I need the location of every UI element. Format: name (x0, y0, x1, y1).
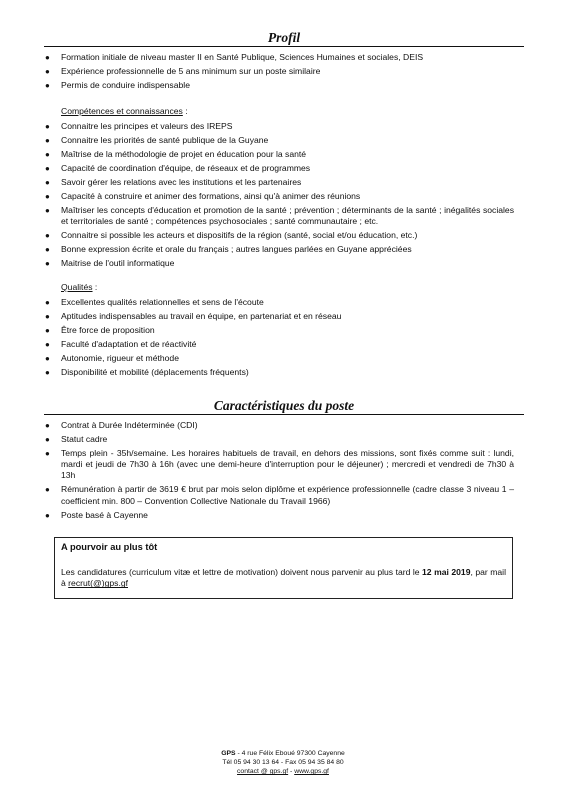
bullet-icon: ● (45, 368, 50, 377)
bullet-icon: ● (45, 231, 50, 241)
list-item (44, 367, 514, 378)
qualites-list (44, 297, 514, 381)
bullet-icon: ● (45, 53, 50, 62)
bullet-icon: ● (45, 326, 50, 335)
list-item (44, 510, 514, 521)
list-item (44, 163, 514, 174)
list-item-text: Connaitre si possible les acteurs et dispositifs de la région (santé, social et/ou éducation, etc.) (61, 230, 418, 241)
caracteristiques-list (44, 420, 514, 524)
list-item-text: Poste basé à Cayenne (61, 509, 148, 520)
list-item (44, 325, 514, 336)
list-item (44, 484, 514, 506)
list-item-text: Excellentes qualités relationnelles et sens de l'écoute (61, 297, 264, 307)
bullet-icon: ● (45, 485, 50, 495)
list-item-text: Maîtrise de la méthodologie de projet en éducation pour la santé (61, 149, 307, 159)
list-item-text: Connaitre les principes et valeurs des IREPS (61, 121, 233, 131)
deadline-date: 12 mai 2019 (422, 567, 471, 577)
list-item (44, 121, 514, 132)
list-item-text: Permis de conduire indispensable (61, 80, 190, 90)
list-item-text: Faculté d'adaptation et de réactivité (61, 339, 197, 349)
list-item (44, 244, 514, 255)
callout-text: Les candidatures (curriculum vitæ et lettre de motivation) doivent nous parvenir au plus tard le 12 mai 2019, par mail à recrut(@)gps.gf (61, 567, 507, 589)
list-item (44, 135, 514, 146)
footer-website-link[interactable]: www.gps.gf (294, 768, 329, 775)
list-item-text: Contrat à Durée Indéterminée (CDI) (61, 420, 198, 430)
list-item (44, 420, 514, 431)
list-item (44, 177, 514, 188)
caracteristiques-title: Caractéristiques du poste (44, 398, 524, 415)
footer-phone: Tél 05 94 30 13 64 - Fax 05 94 35 84 80 (222, 759, 344, 766)
bullet-icon: ● (45, 449, 50, 458)
list-item-text: Autonomie, rigueur et méthode (61, 353, 179, 363)
bullet-icon: ● (45, 67, 50, 76)
list-item (44, 339, 514, 350)
list-item (44, 230, 514, 241)
bullet-icon: ● (45, 435, 50, 444)
qualites-heading: Qualités : (61, 282, 98, 292)
list-item-text: Être force de proposition (61, 325, 155, 335)
list-item (44, 434, 514, 445)
bullet-icon: ● (45, 312, 50, 321)
bullet-icon: ● (45, 259, 50, 269)
list-item (44, 52, 514, 63)
list-item-text: Temps plein - 35h/semaine. Les horaires habituels de travail, en dehors des missions, sont fixés comme suit : lundi, mardi et jeudi de 7h30 à 16h (avec une demi-heure d'interruption pour le déjeuner) ; mercredi et vendredi de 7h30 à 13h (61, 448, 514, 481)
profil-title: Profil (44, 30, 524, 47)
bullet-icon: ● (45, 136, 50, 145)
list-item-text: Maitrise de l'outil informatique (61, 258, 175, 269)
bullet-icon: ● (45, 150, 50, 159)
bullet-icon: ● (45, 164, 50, 173)
profil-bullet-list (44, 52, 514, 94)
list-item-text: Maîtriser les concepts d'éducation et promotion de la santé ; prévention ; déterminants de la santé ; inégalités sociales et territoriales de santé ; compétences psychosociales ; santé communautaire ; etc. (61, 205, 514, 227)
list-item (44, 205, 514, 227)
bullet-icon: ● (45, 298, 50, 307)
bullet-icon: ● (45, 510, 50, 520)
list-item-text: Capacité à construire et animer des formations, ainsi qu'à animer des réunions (61, 191, 361, 201)
list-item (44, 191, 514, 202)
footer-email-link[interactable]: contact @ gps.gf (237, 768, 289, 775)
footer-address: GPS - 4 rue Félix Eboué 97300 Cayenne (221, 750, 345, 757)
list-item (44, 448, 514, 482)
list-item-text: Formation initiale de niveau master II en Santé Publique, Sciences Humaines et sociales, DEIS (61, 52, 424, 62)
recruitment-email-link[interactable]: recrut(@)gps.gf (68, 578, 128, 589)
bullet-icon: ● (45, 81, 50, 90)
list-item (44, 66, 514, 77)
list-item-text: Rémunération à partir de 3619 € brut par mois selon diplôme et expérience professionnelle (cadre classe 3 niveau 1 – coefficient min. 800 – Convention Collective Nationale du Travail 1966) (61, 484, 514, 506)
list-item-text: Capacité de coordination d'équipe, de réseaux et de programmes (61, 163, 311, 173)
bullet-icon: ● (45, 421, 50, 430)
list-item-text: Disponibilité et mobilité (déplacements fréquents) (61, 367, 249, 377)
bullet-icon: ● (45, 192, 50, 201)
list-item-text: Aptitudes indispensables au travail en équipe, en partenariat et en réseau (61, 311, 342, 321)
footer-contact: contact @ gps.gf - www.gps.gf (237, 768, 329, 775)
list-item (44, 297, 514, 308)
list-item (44, 258, 514, 269)
list-item (44, 149, 514, 160)
competences-heading: Compétences et connaissances : (61, 106, 188, 116)
bullet-icon: ● (45, 340, 50, 349)
competences-list (44, 121, 514, 272)
list-item (44, 353, 514, 364)
list-item (44, 80, 514, 91)
application-callout-box (54, 537, 513, 599)
list-item-text: Bonne expression écrite et orale du français ; autres langues parlées en Guyane appréciées (61, 244, 412, 255)
callout-heading: A pourvoir au plus tôt (61, 542, 158, 552)
bullet-icon: ● (45, 122, 50, 131)
bullet-icon: ● (45, 354, 50, 363)
bullet-icon: ● (45, 178, 50, 187)
list-item-text: Connaitre les priorités de santé publique de la Guyane (61, 135, 269, 145)
bullet-icon: ● (45, 245, 50, 255)
list-item-text: Savoir gérer les relations avec les institutions et les partenaires (61, 177, 302, 187)
list-item-text: Expérience professionnelle de 5 ans minimum sur un poste similaire (61, 66, 321, 76)
bullet-icon: ● (45, 206, 50, 215)
list-item (44, 311, 514, 322)
list-item-text: Statut cadre (61, 434, 108, 444)
